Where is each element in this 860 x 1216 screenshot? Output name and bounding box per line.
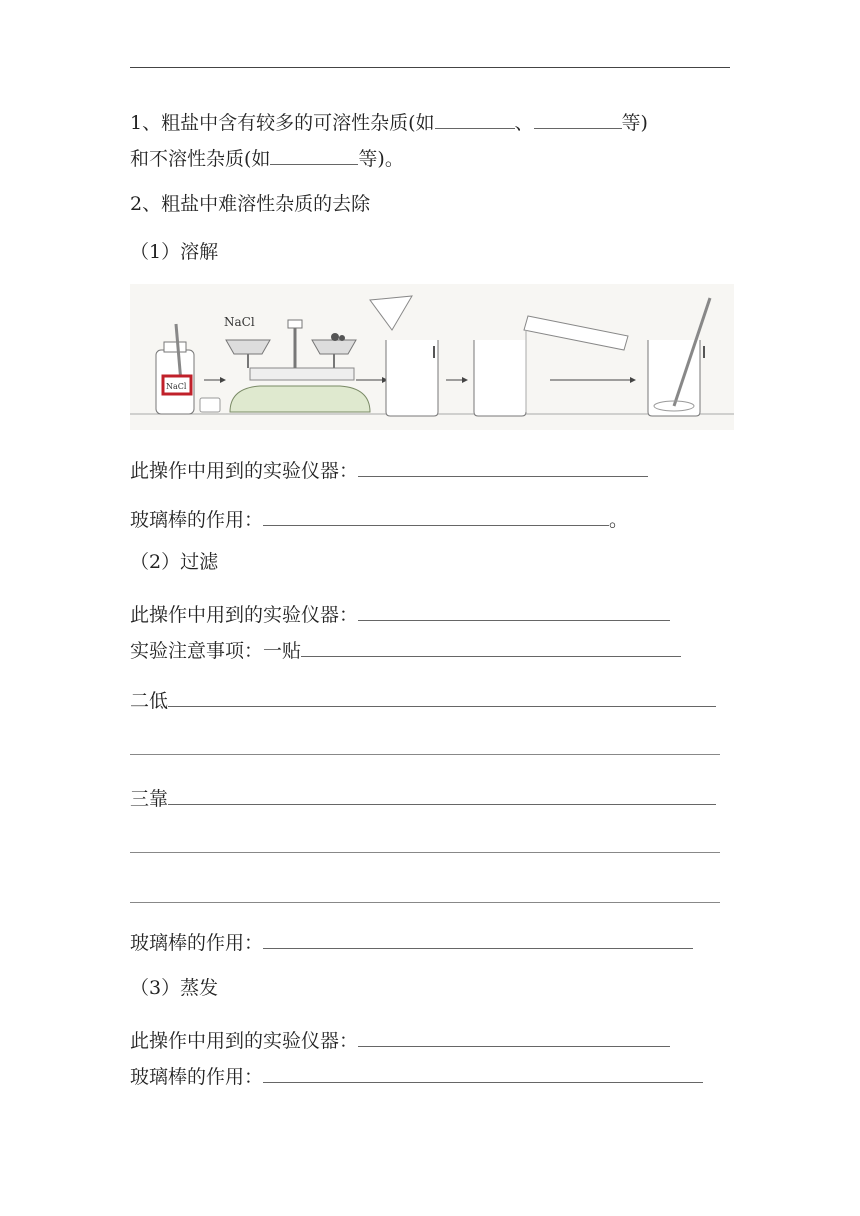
step2-rod-line — [130, 928, 693, 955]
step2-two-low-blank-2[interactable] — [130, 754, 720, 755]
reagent-label: NaCl — [224, 315, 255, 329]
step2-rod-blank[interactable] — [263, 928, 693, 949]
step3-rod-line — [130, 1062, 703, 1089]
step2-heading: （2）过滤 — [130, 551, 219, 573]
step2-two-low-line — [130, 686, 716, 713]
step1-heading: （1）溶解 — [130, 241, 219, 263]
q1-line2-suffix: 等)。 — [358, 148, 404, 170]
step2-three-lean-blank-3[interactable] — [130, 902, 720, 903]
step2-instruments-blank[interactable] — [358, 600, 670, 621]
step2-three-lean-line — [130, 784, 716, 811]
balance-icon — [224, 315, 370, 412]
step2-instruments-label: 此操作中用到的实验仪器： — [130, 604, 359, 626]
step1-rod-label: 玻璃棒的作用： — [130, 509, 264, 531]
step2-three-lean-blank-2[interactable] — [130, 852, 720, 853]
step2-instruments-line — [130, 600, 670, 627]
step3-rod-blank[interactable] — [263, 1062, 703, 1083]
step3-instruments-line — [130, 1026, 670, 1053]
q1-blank-3[interactable] — [270, 144, 358, 165]
header-rule — [130, 67, 730, 68]
dissolution-diagram — [130, 284, 734, 430]
step3-rod-label: 玻璃棒的作用： — [130, 1066, 264, 1088]
q1-blank-1[interactable] — [435, 108, 515, 129]
q1-line1 — [130, 108, 648, 135]
q1-line1-prefix: 1、粗盐中含有较多的可溶性杂质(如 — [130, 112, 435, 134]
step2-notes-line — [130, 636, 681, 663]
step2-one-stick-blank[interactable] — [301, 636, 681, 657]
bottle-label: NaCl — [166, 382, 187, 391]
beaker-icon — [474, 316, 628, 416]
step2-three-lean-blank[interactable] — [168, 784, 716, 805]
step3-heading: （3）蒸发 — [130, 977, 219, 999]
dissolution-figure — [130, 284, 734, 430]
q1-line2-prefix: 和不溶性杂质(如 — [130, 148, 271, 170]
step2-rod-label: 玻璃棒的作用： — [130, 932, 264, 954]
q1-blank-2[interactable] — [534, 108, 622, 129]
q1-line1-separator: 、 — [514, 112, 534, 134]
step2-notes-label: 实验注意事项：一贴 — [130, 640, 302, 662]
step3-instruments-blank[interactable] — [358, 1026, 670, 1047]
step2-two-low-label: 二低 — [130, 690, 169, 712]
step2-three-lean-label: 三靠 — [130, 788, 169, 810]
step2-two-low-blank[interactable] — [168, 686, 716, 707]
step3-instruments-label: 此操作中用到的实验仪器： — [130, 1030, 359, 1052]
beaker-icon — [648, 298, 710, 416]
step1-instruments-label: 此操作中用到的实验仪器： — [130, 460, 359, 482]
step1-rod-blank[interactable] — [263, 505, 609, 526]
step1-rod-end: 。 — [609, 509, 629, 531]
step1-rod-line — [130, 505, 628, 532]
reagent-bottle-icon — [156, 324, 220, 414]
q1-line2 — [130, 144, 404, 171]
q1-line1-suffix: 等) — [621, 112, 648, 134]
step1-instruments-line — [130, 456, 648, 483]
q2-title: 2、粗盐中难溶性杂质的去除 — [130, 193, 371, 215]
step1-instruments-blank[interactable] — [358, 456, 648, 477]
beaker-icon — [370, 296, 438, 416]
